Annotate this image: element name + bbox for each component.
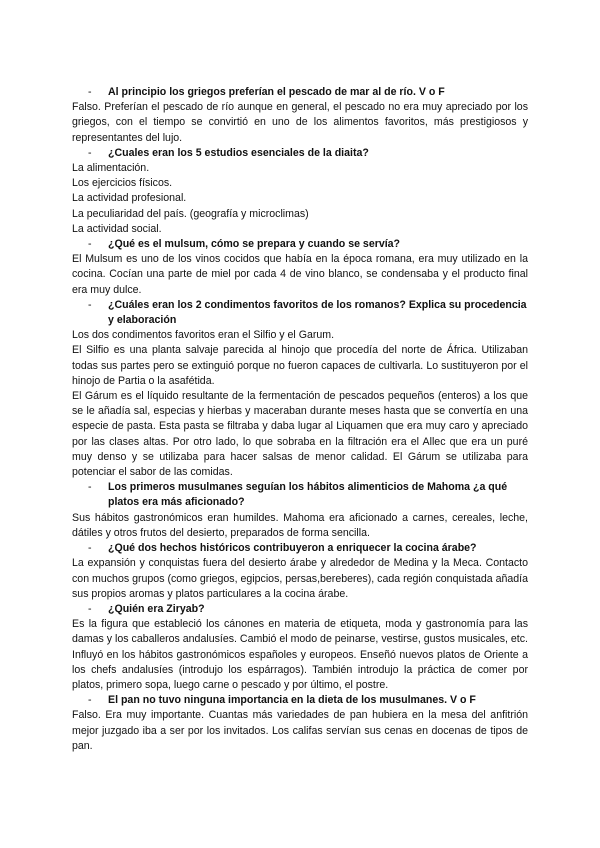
answer-2-line-1: La alimentación. <box>72 162 150 175</box>
question-text: Los primeros musulmanes seguían los hábitos alimenticios de Mahoma ¿a qué platos era más aficionado? <box>108 481 508 509</box>
bullet-marker: - <box>88 86 92 98</box>
question-8 <box>72 693 528 708</box>
question-text: ¿Qué dos hechos históricos contribuyeron a enriquecer la cocina árabe? <box>108 542 477 555</box>
answer-6: La expansión y conquistas fuera del desierto árabe y alrededor de Medina y la Meca. Contacto con muchos grupos (como griegos, egipcios, persas,bereberes), cada región conquistada añadía sus propios aromas y platos particulares a la cocina árabe. <box>72 557 528 600</box>
answer-2-line-5: La actividad social. <box>72 222 162 235</box>
question-5 <box>72 480 528 510</box>
question-2 <box>72 146 528 161</box>
answer-8: Falso. Era muy importante. Cuantas más variedades de pan hubiera en la mesa del anfitrión mejor juzgado iba a ser por los invitados. Los califas servían sus cenas en docenas de tipos de pan. <box>72 709 528 752</box>
answer-2-line-3: La actividad profesional. <box>72 192 187 205</box>
question-text: Al principio los griegos preferían el pescado de mar al de río. V o F <box>108 86 445 98</box>
answer-4-paragraph-1: Los dos condimentos favoritos eran el Silfio y el Garum. <box>72 329 335 342</box>
answer-3: El Mulsum es uno de los vinos cocidos que había en la época romana, era muy utilizado en la cocina. Cocían una parte de miel por cada 4 de vino blanco, se condensaba y el producto final era muy dulce. <box>72 253 528 296</box>
question-text: ¿Quién era Ziryab? <box>108 602 205 615</box>
question-text: ¿Cuales eran los 5 estudios esenciales de la diaita? <box>108 146 369 159</box>
bullet-marker: - <box>88 481 92 494</box>
question-1 <box>72 85 528 100</box>
bullet-marker: - <box>88 542 92 555</box>
bullet-marker: - <box>88 146 92 159</box>
answer-5: Sus hábitos gastronómicos eran humildes. Mahoma era aficionado a carnes, cereales, leche, dátiles y otros frutos del desierto, preparados de forma sencilla. <box>72 511 528 539</box>
answer-4-paragraph-3: El Gárum es el líquido resultante de la fermentación de pescados pequeños (enteros) a los que se le añadía sal, especias y hierbas y maceraban durante meses hasta que se convertía en una especie de pasta. Esta pasta se filtraba y daba lugar al Liquamen que era muy caro y apreciado por las clases altas. Por otro lado, lo que sobraba en la filtración era el Allec que era un puré muy denso y se utilizaba para hacer salsas de menor calidad. El Gárum se utilizaba para potenciar el sabor de las comidas. <box>72 390 528 479</box>
answer-2-line-4: La peculiaridad del país. (geografía y microclimas) <box>72 207 309 220</box>
answer-4-paragraph-2: El Silfio es una planta salvaje parecida al hinojo que procedía del norte de África. Utilizaban todas sus partes pero se extinguió porque no fueron capaces de cultivarla. Lo sustituyeron por el hinojo de Partia o la asafétida. <box>72 344 528 387</box>
bullet-marker: - <box>88 602 92 615</box>
bullet-marker: - <box>88 298 92 311</box>
question-7 <box>72 602 528 617</box>
question-text: El pan no tuvo ninguna importancia en la dieta de los musulmanes. V o F <box>108 694 476 707</box>
question-4 <box>72 298 528 328</box>
bullet-marker: - <box>88 694 92 707</box>
bullet-marker: - <box>88 238 92 251</box>
question-6 <box>72 541 528 556</box>
question-text: ¿Qué es el mulsum, cómo se prepara y cuando se servía? <box>108 238 401 251</box>
answer-2-line-2: Los ejercicios físicos. <box>72 177 173 190</box>
answer-7: Es la figura que estableció los cánones en materia de etiqueta, moda y gastronomía para las damas y los caballeros andalusíes. Cambió el modo de peinarse, vestirse, gustos musicales, etc. Influyó en los hábitos gastronómicos españoles y europeos. Enseñó nuevos platos de Oriente a los chefs andalusíes (introdujo los espárragos). También introdujo la práctica de comer por platos, primero sopa, luego carne o pescado y por último, el postre. <box>72 618 528 691</box>
question-3 <box>72 237 528 252</box>
answer-1: Falso. Preferían el pescado de río aunque en general, el pescado no era muy apreciado por los griegos, con el tiempo se convirtió en uno de los alimentos favoritos, más prestigiosos y representantes del lujo. <box>72 101 528 144</box>
question-text: ¿Cuáles eran los 2 condimentos favoritos de los romanos? Explica su procedencia y elaboración <box>108 298 527 327</box>
